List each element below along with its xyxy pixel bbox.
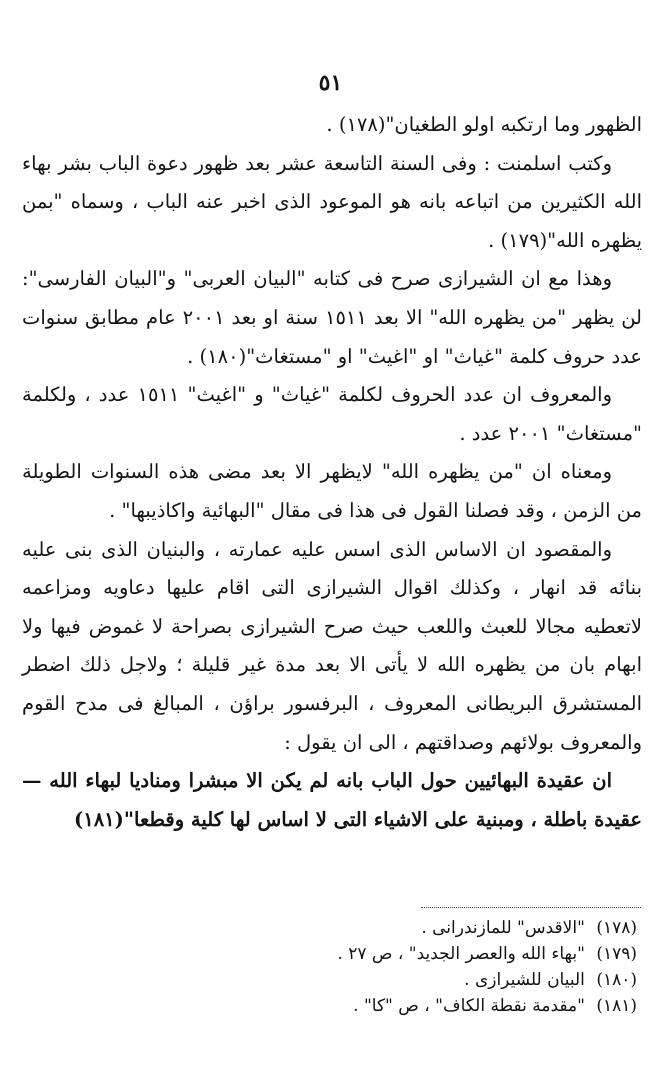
- footnote-item: [197, 967, 637, 993]
- footnotes-list: [197, 915, 637, 1019]
- footnote-number: (١٧٨): [596, 918, 637, 938]
- footnote-item: [197, 915, 637, 941]
- paragraph: وكتب اسلمنت : وفى السنة التاسعة عشر بعد ظهور دعوة الباب بشر بهاء الله الكثيرين من اتباعه بانه هو الموعود الذى اخبر عنه الباب ، وسماه "بمن يظهره الله"(١٧٩) .: [22, 151, 642, 252]
- footnote-number: (١٧٩): [596, 944, 637, 964]
- paragraph: ومعناه ان "من يظهره الله" لايظهر الا بعد مضى هذه السنوات الطويلة من الزمن ، وقد فصلنا القول فى هذا فى مقال "البهائية واكاذيبها" .: [22, 460, 642, 522]
- footnote-text: "مقدمة نقطة الكاف" ، ص "كا" .: [353, 996, 585, 1016]
- paragraph: والمقصود ان الاساس الذى اسس عليه عمارته ، والبنيان الذى بنى عليه بنائه قد انهار ، وكذلك اقوال الشيرازى التى اقام عليها دعاويه ومزاعمه لاتعطيه مجالا للعبث واللعب حيث صرح الشيرازى بصراحة لا غموض فيها ولا ابهام بان من يظهره الله لا يأتى الا بعد مدة غير قليلة ؛ ولاجل ذلك اضطر المستشرق البريطانى المعروف ، البرفسور براؤن ، المبالغ فى مدح القوم والمعروف بولائهم وصداقتهم ، الى ان يقول :: [22, 537, 642, 754]
- body-text: [22, 106, 642, 839]
- footnote-text: البيان للشيرازى .: [464, 970, 585, 990]
- footnote-item: [197, 993, 637, 1019]
- footnote-number: (١٨١): [596, 996, 637, 1016]
- footnote-text: "بهاء الله والعصر الجديد" ، ص ٢٧ .: [337, 944, 585, 964]
- footnote-item: [197, 941, 637, 967]
- footnote-separator: [421, 907, 641, 908]
- footnote-number: (١٨٠): [596, 970, 637, 990]
- paragraph: الظهور وما ارتكبه اولو الطغيان"(١٧٨) .: [326, 113, 642, 136]
- page-number: ٥١: [318, 70, 343, 96]
- paragraph: وهذا مع ان الشيرازى صرح فى كتابه "البيان العربى" و"البيان الفارسى": لن يظهر "من يظهره الله" الا بعد ١٥١١ سنة او بعد ٢٠٠١ عام مطابق سنوات عدد حروف كلمة "غياث" او "اغيث" او "مستغاث"(١٨٠) .: [22, 267, 642, 368]
- paragraph: والمعروف ان عدد الحروف لكلمة "غياث" و "اغيث" ١٥١١ عدد ، ولكلمة "مستغاث" ٢٠٠١ عدد .: [22, 383, 642, 445]
- footnote-text: "الاقدس" للمازندرانى .: [421, 918, 585, 938]
- quoted-paragraph: ان عقيدة البهائيين حول الباب بانه لم يكن الا مبشرا ومناديا لبهاء الله — عقيدة باطلة ، ومبنية على الاشياء التى لا اساس لها كلية وقطعا"(١٨١): [22, 769, 642, 831]
